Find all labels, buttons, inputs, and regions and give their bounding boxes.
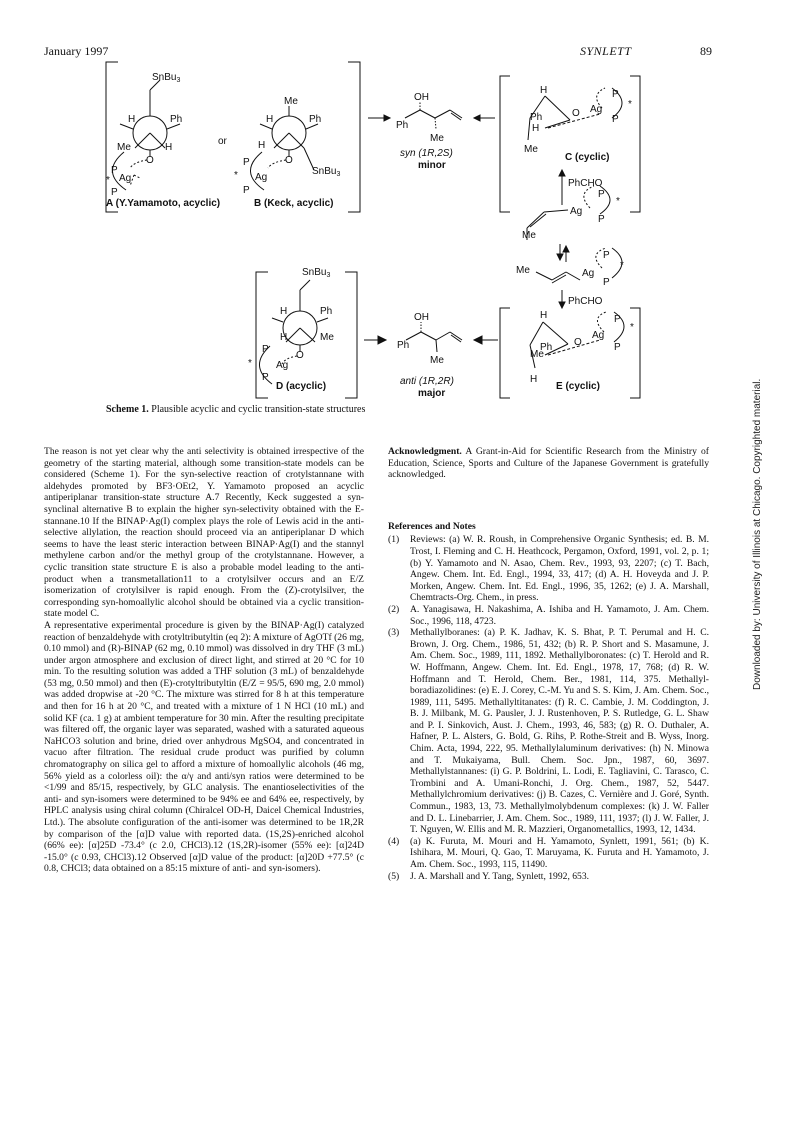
svg-text:P: P [262, 344, 269, 355]
svg-text:Ph: Ph [530, 112, 543, 123]
syn-product-structure [405, 101, 462, 129]
tin-label-D: SnBu$_3$ [302, 267, 331, 279]
svg-text:P: P [614, 314, 621, 325]
reference-item: (2) A. Yanagisawa, H. Nakashima, A. Ishiba and H. Yamamoto, J. Am. Chem. Soc., 1996, 118, 4723. [388, 603, 709, 627]
svg-text:P: P [614, 342, 621, 353]
svg-text:H: H [280, 332, 288, 343]
svg-text:Me: Me [516, 265, 530, 276]
svg-text:Ag: Ag [276, 360, 289, 371]
svg-text:Ph: Ph [396, 120, 409, 131]
svg-text:*: * [106, 175, 110, 186]
svg-text:Ag: Ag [592, 330, 605, 341]
svg-text:P: P [603, 277, 610, 288]
label-D: D (acyclic) [276, 381, 327, 392]
minor-label: minor [418, 160, 446, 171]
download-watermark: Downloaded by: University of Illinois at Chicago. Copyrighted material. [752, 378, 763, 690]
tin-label-B: SnBu$_3$ [312, 166, 341, 178]
svg-text:O: O [146, 155, 154, 166]
body-paragraph: A representative experimental procedure is given by the BINAP·Ag(I) catalyzed reaction of benzaldehyde with crotyltributyltin (eq 2): A mixture of AgOTf (26 mg, 0.10 mmol) and (R)-BINAP (62 mg, 0.10 mmol) was dissolved in dry THF (3 mL) under argon atmosphere and exclusion of direct light, and stirred at 20 °C for 10 min. To the resulting solution was added a THF solution (3 mL) of benzaldehyde (53 mg, 0.50 mmol) and then (E)-crotyltributyltin (E/Z = 95/5, 690 mg, 2.0 mmol) was added dropwise at -20 °C. The mixture was stirred for 8 h at this temperature and then for 16 h at 20 °C, and treated with a mixture of 1 N HCl (10 mL) and solid KF (ca. 1 g) at ambient temperature for 30 min. After the resulting precipitate was filtered off, the organic layer was separated, washed with a saturated aqueous NaHCO3 solution and brine, dried over anhydrous MgSO4, and concentrated in vacuo after filtration. The residual crude product was purified by column chromatography on silica gel to afford a mixture of homoallylic alcohols (46 mg, 56% yield as a colorless oil): the α/γ and anti/syn ratios were determined to be <1/99 and 85/15, respectively, by GLC analysis. The enantioselectivities of the anti- and syn-isomers were determined to be 94% ee and 64% ee, respectively, by HPLC analysis using chiral column (Chiralcel OD-H, Daicel Chemical Industries, Ltd.). The absolute configuration of the anti-isomer was determined to be 1R,2R by comparison of the [α]D value with reported data. (1S,2S)-enriched alcohol (66% ee): [α]25D -73.4° (c 2.0, CHCl3).12 (1S,2R)-isomer (55% ee): [α]24D -15.0° (c 0.93, CHCl3).12 Observed [α]D value of the product: [α]20D +77.5° (c 0.8, CHCl3; data obtained on a 85:15 mixture of anti- and syn-isomers). [44, 619, 364, 875]
svg-text:Ph: Ph [309, 114, 322, 125]
svg-text:Me: Me [320, 332, 334, 343]
svg-text:OH: OH [414, 312, 429, 323]
reference-item: (4) (a) K. Furuta, M. Mouri and H. Yamamoto, Synlett, 1991, 561; (b) K. Ishihara, M. Mouri, Q. Gao, T. Maruyama, K. Furuta and H. Yamamoto, J. Am. Chem. Soc., 1993, 115, 11490. [388, 835, 709, 870]
syn-label: syn (1R,2S) [400, 148, 453, 159]
svg-text:P: P [598, 214, 605, 225]
svg-text:H: H [258, 140, 266, 151]
acknowledgment: Acknowledgment. A Grant-in-Aid for Scientific Research from the Ministry of Education, Science, Sports and Culture of the Japanese Government is gratefully acknowledged. [388, 446, 709, 481]
svg-text:Ag: Ag [590, 104, 603, 115]
svg-text:P: P [612, 114, 619, 125]
svg-text:Me: Me [284, 96, 298, 107]
svg-text:P: P [243, 185, 250, 196]
svg-text:O: O [574, 337, 582, 348]
svg-text:P: P [243, 157, 250, 168]
svg-text:OH: OH [414, 92, 429, 103]
anti-label: anti (1R,2R) [400, 376, 454, 387]
svg-text:H: H [530, 374, 538, 385]
svg-text:P: P [111, 187, 118, 198]
scheme-1-figure [0, 0, 793, 420]
major-label: major [418, 388, 446, 399]
running-header-date: January 1997 [44, 44, 109, 58]
svg-text:P: P [603, 250, 610, 261]
label-C: C (cyclic) [565, 152, 610, 163]
svg-text:Ph: Ph [320, 306, 333, 317]
phcho-label-2: PhCHO [568, 296, 603, 307]
body-paragraph: The reason is not yet clear why the anti selectivity is obtained irrespective of the geometry of the starting material, although some transition-state models can be considered (Scheme 1). For the syn-selective reaction of crotylstannane with aldehydes promoted by BF3·OEt2, Y. Yamamoto proposed an acyclic antiperiplanar transition-state structure A.7 Recently, Keck suggested a syn-synclinal alternative B to explain the higher syn-selectivity obtained with the E-stannane.10 If the BINAP·Ag(I) complex plays the role of Lewis acid in the anti-selective allylation, the reaction should proceed via an antiperiplanar D which seems to have the least steric interaction between BINAP·Ag(I) and the stannyl methylene carbon and/or the methyl group of the crotylstannane. However, a cyclic transition state structure E is also a probable model leading to the anti-product when a transmetallation11 to a crotylsilver occurs and an E/Z isomerization of crotylsilver is rapid enough. From the (Z)-crotylsilver, the corresponding syn-homoallylic alcohol should be obtained via a cyclic transition-state model C. [44, 446, 364, 620]
page-number: 89 [700, 44, 712, 58]
svg-text:H: H [532, 123, 540, 134]
svg-text:H: H [280, 306, 288, 317]
svg-text:Ag: Ag [119, 173, 132, 184]
svg-text:Ag: Ag [570, 206, 583, 217]
svg-text:O: O [285, 155, 293, 166]
svg-text:O: O [296, 350, 304, 361]
svg-text:Ag: Ag [582, 268, 595, 279]
reference-item: (3) Methallylboranes: (a) P. K. Jadhav, K. S. Bhat, P. T. Perumal and H. C. Brown, J. Org. Chem., 1986, 51, 432; (b) R. P. Short and S. Masamune, J. Am. Chem. Soc., 1989, 111, 1892. Methallylboronates: (c) T. Herold and R. W. Hoffmann, Angew. Chem. Int. Ed. Engl., 1978, 17, 768; (d) R. W. Hoffmann and T. Herold, Chem. Ber., 1981, 114, 375. Methallyl-boradiazolidines: (e) E. J. Corey, C.-M. Yu and S. S. Kim, J. Am. Chem. Soc., 1989, 111, 5495. Methallyltitanates: (f) R. C. Cambie, J. M. Coddington, J. B. J. Milbank, M. G. Pausler, J. J. Rustenhoven, P. S. Rutledge, G. L. Shaw and P. I. Sinkovich, Aust. J. Chem., 1993, 46, 583; (g) R. O. Duthaler, A. Hafner, P. L. Alsters, G. Bold, G. Rihs, P. Rothe-Streit and B. Wyss, Inorg. Chim. Acta, 1994, 222, 95. Methallylaluminum derivatives: (h) N. Minowa and T. Mukaiyama, Bull. Chem. Soc. Jpn., 1987, 60, 3697. Methallylstannanes: (i) G. P. Boldrini, L. Lodi, E. Tagliavini, C. Tarasco, C. Trombini and A. Umani-Ronchi, J. Org. Chem., 1987, 52, 5447. Methallylchromium derivatives: (j) B. Cazes, C. Vernière and J. Goré, Synth. Commun., 1983, 13, 73. Methallylmolybdenum complexes: (k) J. W. Faller and D. L. Linebarrier, J. Am. Chem. Soc., 1989, 111, 1937; (l) J. W. Faller, J. T. Nguyen, W. Ellis and M. R. Mazzieri, Organometallics, 1993, 12, 1434. [388, 627, 709, 836]
references-heading: References and Notes [388, 520, 476, 532]
label-B: B (Keck, acyclic) [254, 198, 334, 209]
left-column [44, 446, 364, 875]
svg-text:H: H [540, 310, 548, 321]
tin-label-A: SnBu$_3$ [152, 72, 181, 84]
anti-product-structure [406, 322, 462, 352]
svg-text:H: H [540, 85, 548, 96]
newman-projection-D [259, 280, 328, 384]
running-header-journal: SYNLETT [580, 44, 632, 58]
svg-text:Ph: Ph [170, 114, 183, 125]
svg-text:*: * [616, 196, 620, 207]
reference-item: (5) J. A. Marshall and Y. Tang, Synlett, 1992, 653. [388, 870, 590, 882]
svg-text:P: P [598, 189, 605, 200]
svg-text:Ph: Ph [397, 340, 410, 351]
phcho-label-1: PhCHO [568, 178, 603, 189]
reference-item: (1) Reviews: (a) W. R. Roush, in Comprehensive Organic Synthesis; ed. B. M. Trost, I. Fleming and C. H. Heathcock, Pergamon, Oxford, 1991, vol. 2, p. 1; (b) Y. Yamamoto and N. Asao, Chem. Rev., 1993, 93, 2207; (c) T. Bach, Angew. Chem. Int. Ed. Engl., 1994, 33, 417; (d) A. H. Hoveyda and J. P. Morken, Angew. Chem. Int. Ed. Engl., 1996, 35, 1262; (e) J. A. Marshall, Chemtracts-Org. Chem., in press. [388, 534, 709, 604]
label-A: A (Y.Yamamoto, acyclic) [106, 198, 221, 209]
label-E: E (cyclic) [556, 381, 600, 392]
svg-text:Me: Me [117, 142, 131, 153]
svg-text:*: * [620, 260, 624, 271]
or-label: or [218, 136, 227, 147]
svg-text:Me: Me [430, 355, 444, 366]
svg-text:Me: Me [524, 144, 538, 155]
svg-text:Me: Me [430, 133, 444, 144]
svg-text:Ag: Ag [255, 172, 268, 183]
svg-text:P: P [111, 165, 118, 176]
scheme-caption: Scheme 1. Plausible acyclic and cyclic transition-state structures [106, 404, 366, 415]
svg-text:O: O [572, 108, 580, 119]
right-column [388, 446, 709, 882]
svg-text:*: * [628, 99, 632, 110]
svg-text:*: * [234, 170, 238, 181]
svg-text:H: H [266, 114, 274, 125]
svg-text:H: H [128, 114, 136, 125]
svg-text:P: P [262, 372, 269, 383]
svg-text:H: H [165, 142, 173, 153]
svg-text:*: * [630, 322, 634, 333]
svg-text:*: * [248, 358, 252, 369]
svg-text:Me: Me [530, 349, 544, 360]
svg-text:P: P [612, 89, 619, 100]
svg-text:Me: Me [522, 230, 536, 241]
svg-text:Ph: Ph [540, 342, 553, 353]
